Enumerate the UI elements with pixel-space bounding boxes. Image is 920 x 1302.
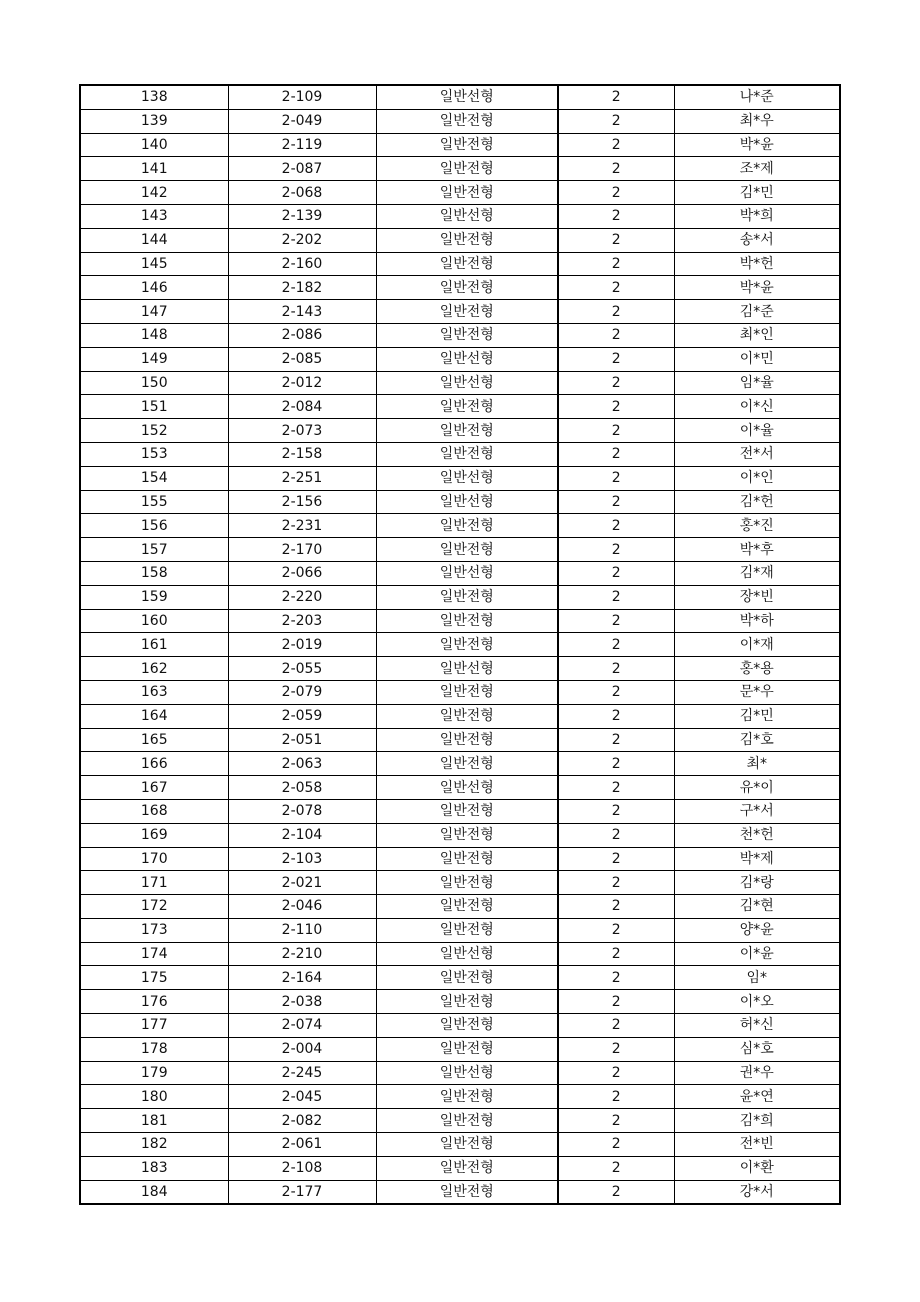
grade-cell: 2 <box>558 442 674 466</box>
grade-cell: 2 <box>558 966 674 990</box>
admission-type-cell: 일반전형 <box>376 585 558 609</box>
applicant-id-cell: 2-021 <box>228 871 376 895</box>
applicant-id-cell: 2-158 <box>228 442 376 466</box>
table-row <box>80 514 840 538</box>
row-number-cell: 166 <box>80 752 228 776</box>
table-row <box>80 1156 840 1180</box>
row-number-cell: 156 <box>80 514 228 538</box>
row-number-cell: 150 <box>80 371 228 395</box>
name-cell: 천*헌 <box>674 823 840 847</box>
row-number-cell: 180 <box>80 1085 228 1109</box>
name-cell: 박*윤 <box>674 133 840 157</box>
row-number-cell: 175 <box>80 966 228 990</box>
name-cell: 이*신 <box>674 395 840 419</box>
grade-cell: 2 <box>558 1085 674 1109</box>
applicant-id-cell: 2-170 <box>228 538 376 562</box>
row-number-cell: 184 <box>80 1180 228 1204</box>
grade-cell: 2 <box>558 680 674 704</box>
name-cell: 이*율 <box>674 419 840 443</box>
applicant-id-cell: 2-202 <box>228 228 376 252</box>
applicant-id-cell: 2-231 <box>228 514 376 538</box>
row-number-cell: 157 <box>80 538 228 562</box>
grade-cell: 2 <box>558 776 674 800</box>
admission-type-cell: 일반선형 <box>376 776 558 800</box>
grade-cell: 2 <box>558 395 674 419</box>
table-row <box>80 1014 840 1038</box>
row-number-cell: 170 <box>80 847 228 871</box>
admission-type-cell: 일반전형 <box>376 704 558 728</box>
table-row <box>80 561 840 585</box>
name-cell: 김*헌 <box>674 490 840 514</box>
admission-type-cell: 일반선형 <box>376 466 558 490</box>
applicant-id-cell: 2-086 <box>228 323 376 347</box>
admission-type-cell: 일반전형 <box>376 752 558 776</box>
admission-type-cell: 일반전형 <box>376 728 558 752</box>
name-cell: 유*이 <box>674 776 840 800</box>
admission-type-cell: 일반전형 <box>376 799 558 823</box>
table-row <box>80 918 840 942</box>
name-cell: 임*율 <box>674 371 840 395</box>
admission-type-cell: 일반선형 <box>376 85 558 109</box>
row-number-cell: 139 <box>80 109 228 133</box>
grade-cell: 2 <box>558 1109 674 1133</box>
row-number-cell: 151 <box>80 395 228 419</box>
grade-cell: 2 <box>558 228 674 252</box>
admission-type-cell: 일반전형 <box>376 252 558 276</box>
applicant-id-cell: 2-019 <box>228 633 376 657</box>
name-cell: 김*민 <box>674 704 840 728</box>
admission-type-cell: 일반전형 <box>376 966 558 990</box>
applicant-id-cell: 2-087 <box>228 157 376 181</box>
row-number-cell: 177 <box>80 1014 228 1038</box>
name-cell: 이*오 <box>674 990 840 1014</box>
row-number-cell: 141 <box>80 157 228 181</box>
admission-type-cell: 일반전형 <box>376 1085 558 1109</box>
row-number-cell: 146 <box>80 276 228 300</box>
grade-cell: 2 <box>558 1133 674 1157</box>
grade-cell: 2 <box>558 633 674 657</box>
name-cell: 조*제 <box>674 157 840 181</box>
applicant-id-cell: 2-082 <box>228 1109 376 1133</box>
applicant-id-cell: 2-160 <box>228 252 376 276</box>
table-row <box>80 680 840 704</box>
admission-type-cell: 일반전형 <box>376 990 558 1014</box>
row-number-cell: 164 <box>80 704 228 728</box>
grade-cell: 2 <box>558 704 674 728</box>
table-row <box>80 895 840 919</box>
applicant-id-cell: 2-084 <box>228 395 376 419</box>
table-row <box>80 371 840 395</box>
grade-cell: 2 <box>558 918 674 942</box>
table-row <box>80 323 840 347</box>
table-row <box>80 633 840 657</box>
grade-cell: 2 <box>558 252 674 276</box>
name-cell: 전*빈 <box>674 1133 840 1157</box>
name-cell: 강*서 <box>674 1180 840 1204</box>
table-row <box>80 300 840 324</box>
table-row <box>80 1085 840 1109</box>
row-number-cell: 143 <box>80 204 228 228</box>
admission-type-cell: 일반전형 <box>376 1180 558 1204</box>
applicant-id-cell: 2-061 <box>228 1133 376 1157</box>
table-row <box>80 204 840 228</box>
grade-cell: 2 <box>558 466 674 490</box>
applicant-id-cell: 2-085 <box>228 347 376 371</box>
applicant-id-cell: 2-156 <box>228 490 376 514</box>
grade-cell: 2 <box>558 157 674 181</box>
admission-type-cell: 일반전형 <box>376 1133 558 1157</box>
grade-cell: 2 <box>558 871 674 895</box>
name-cell: 김*준 <box>674 300 840 324</box>
applicant-id-cell: 2-251 <box>228 466 376 490</box>
grade-cell: 2 <box>558 609 674 633</box>
table-row <box>80 466 840 490</box>
name-cell: 허*신 <box>674 1014 840 1038</box>
grade-cell: 2 <box>558 847 674 871</box>
table-row <box>80 871 840 895</box>
applicant-id-cell: 2-164 <box>228 966 376 990</box>
grade-cell: 2 <box>558 300 674 324</box>
admission-type-cell: 일반전형 <box>376 633 558 657</box>
table-row <box>80 1061 840 1085</box>
admission-type-cell: 일반선형 <box>376 347 558 371</box>
name-cell: 윤*연 <box>674 1085 840 1109</box>
name-cell: 김*현 <box>674 895 840 919</box>
admission-type-cell: 일반선형 <box>376 1061 558 1085</box>
table-row <box>80 752 840 776</box>
grade-cell: 2 <box>558 1061 674 1085</box>
applicant-id-cell: 2-182 <box>228 276 376 300</box>
admission-type-cell: 일반선형 <box>376 657 558 681</box>
admission-type-cell: 일반전형 <box>376 514 558 538</box>
name-cell: 박*제 <box>674 847 840 871</box>
applicant-id-cell: 2-063 <box>228 752 376 776</box>
table-row <box>80 942 840 966</box>
row-number-cell: 160 <box>80 609 228 633</box>
applicant-id-cell: 2-038 <box>228 990 376 1014</box>
applicant-id-cell: 2-119 <box>228 133 376 157</box>
table-row <box>80 657 840 681</box>
name-cell: 박*후 <box>674 538 840 562</box>
applicant-id-cell: 2-066 <box>228 561 376 585</box>
row-number-cell: 161 <box>80 633 228 657</box>
applicant-id-cell: 2-058 <box>228 776 376 800</box>
table-row <box>80 609 840 633</box>
table-row <box>80 728 840 752</box>
applicant-id-cell: 2-051 <box>228 728 376 752</box>
admission-type-cell: 일반선형 <box>376 561 558 585</box>
table-row <box>80 776 840 800</box>
admission-type-cell: 일반전형 <box>376 228 558 252</box>
row-number-cell: 154 <box>80 466 228 490</box>
row-number-cell: 171 <box>80 871 228 895</box>
grade-cell: 2 <box>558 1156 674 1180</box>
row-number-cell: 152 <box>80 419 228 443</box>
row-number-cell: 147 <box>80 300 228 324</box>
grade-cell: 2 <box>558 585 674 609</box>
grade-cell: 2 <box>558 85 674 109</box>
name-cell: 김*재 <box>674 561 840 585</box>
grade-cell: 2 <box>558 514 674 538</box>
applicant-id-cell: 2-012 <box>228 371 376 395</box>
row-number-cell: 140 <box>80 133 228 157</box>
table-row <box>80 395 840 419</box>
admission-type-cell: 일반전형 <box>376 609 558 633</box>
row-number-cell: 165 <box>80 728 228 752</box>
table-row <box>80 1109 840 1133</box>
row-number-cell: 172 <box>80 895 228 919</box>
applicant-id-cell: 2-078 <box>228 799 376 823</box>
admission-type-cell: 일반전형 <box>376 323 558 347</box>
grade-cell: 2 <box>558 371 674 395</box>
table-row <box>80 490 840 514</box>
table-row <box>80 538 840 562</box>
name-cell: 박*희 <box>674 204 840 228</box>
applicant-id-cell: 2-073 <box>228 419 376 443</box>
row-number-cell: 179 <box>80 1061 228 1085</box>
row-number-cell: 183 <box>80 1156 228 1180</box>
grade-cell: 2 <box>558 490 674 514</box>
row-number-cell: 176 <box>80 990 228 1014</box>
table-row <box>80 823 840 847</box>
table-row <box>80 133 840 157</box>
row-number-cell: 178 <box>80 1037 228 1061</box>
name-cell: 김*민 <box>674 181 840 205</box>
admission-type-cell: 일반전형 <box>376 133 558 157</box>
row-number-cell: 144 <box>80 228 228 252</box>
row-number-cell: 181 <box>80 1109 228 1133</box>
applicant-id-cell: 2-108 <box>228 1156 376 1180</box>
name-cell: 문*우 <box>674 680 840 704</box>
name-cell: 이*인 <box>674 466 840 490</box>
name-cell: 김*랑 <box>674 871 840 895</box>
grade-cell: 2 <box>558 1014 674 1038</box>
admission-type-cell: 일반선형 <box>376 490 558 514</box>
grade-cell: 2 <box>558 895 674 919</box>
row-number-cell: 158 <box>80 561 228 585</box>
table-row <box>80 181 840 205</box>
grade-cell: 2 <box>558 752 674 776</box>
table-row <box>80 585 840 609</box>
grade-cell: 2 <box>558 728 674 752</box>
row-number-cell: 153 <box>80 442 228 466</box>
applicant-id-cell: 2-079 <box>228 680 376 704</box>
grade-cell: 2 <box>558 204 674 228</box>
name-cell: 심*호 <box>674 1037 840 1061</box>
results-table <box>79 84 841 1205</box>
admission-type-cell: 일반전형 <box>376 442 558 466</box>
grade-cell: 2 <box>558 1037 674 1061</box>
name-cell: 김*호 <box>674 728 840 752</box>
admission-type-cell: 일반전형 <box>376 823 558 847</box>
table-row <box>80 228 840 252</box>
table-row <box>80 1037 840 1061</box>
row-number-cell: 162 <box>80 657 228 681</box>
applicant-id-cell: 2-059 <box>228 704 376 728</box>
applicant-id-cell: 2-139 <box>228 204 376 228</box>
admission-type-cell: 일반전형 <box>376 1109 558 1133</box>
applicant-id-cell: 2-055 <box>228 657 376 681</box>
row-number-cell: 167 <box>80 776 228 800</box>
name-cell: 장*빈 <box>674 585 840 609</box>
name-cell: 박*헌 <box>674 252 840 276</box>
table-row <box>80 157 840 181</box>
table-row <box>80 799 840 823</box>
name-cell: 김*희 <box>674 1109 840 1133</box>
applicant-id-cell: 2-203 <box>228 609 376 633</box>
grade-cell: 2 <box>558 181 674 205</box>
name-cell: 최*인 <box>674 323 840 347</box>
admission-type-cell: 일반전형 <box>376 918 558 942</box>
grade-cell: 2 <box>558 347 674 371</box>
applicant-id-cell: 2-046 <box>228 895 376 919</box>
admission-type-cell: 일반선형 <box>376 942 558 966</box>
grade-cell: 2 <box>558 799 674 823</box>
admission-type-cell: 일반전형 <box>376 181 558 205</box>
applicant-id-cell: 2-004 <box>228 1037 376 1061</box>
table-row <box>80 347 840 371</box>
row-number-cell: 148 <box>80 323 228 347</box>
table-row <box>80 1180 840 1204</box>
applicant-id-cell: 2-110 <box>228 918 376 942</box>
row-number-cell: 163 <box>80 680 228 704</box>
table-row <box>80 966 840 990</box>
name-cell: 권*우 <box>674 1061 840 1085</box>
row-number-cell: 145 <box>80 252 228 276</box>
applicant-id-cell: 2-245 <box>228 1061 376 1085</box>
name-cell: 최* <box>674 752 840 776</box>
grade-cell: 2 <box>558 133 674 157</box>
grade-cell: 2 <box>558 561 674 585</box>
row-number-cell: 168 <box>80 799 228 823</box>
grade-cell: 2 <box>558 942 674 966</box>
name-cell: 나*준 <box>674 85 840 109</box>
name-cell: 이*환 <box>674 1156 840 1180</box>
admission-type-cell: 일반전형 <box>376 538 558 562</box>
admission-type-cell: 일반선형 <box>376 371 558 395</box>
name-cell: 임* <box>674 966 840 990</box>
admission-type-cell: 일반전형 <box>376 895 558 919</box>
name-cell: 홍*용 <box>674 657 840 681</box>
applicant-id-cell: 2-103 <box>228 847 376 871</box>
applicant-id-cell: 2-074 <box>228 1014 376 1038</box>
grade-cell: 2 <box>558 419 674 443</box>
admission-type-cell: 일반전형 <box>376 395 558 419</box>
name-cell: 송*서 <box>674 228 840 252</box>
grade-cell: 2 <box>558 323 674 347</box>
admission-type-cell: 일반전형 <box>376 1014 558 1038</box>
applicant-id-cell: 2-177 <box>228 1180 376 1204</box>
name-cell: 이*재 <box>674 633 840 657</box>
name-cell: 최*우 <box>674 109 840 133</box>
grade-cell: 2 <box>558 823 674 847</box>
admission-type-cell: 일반전형 <box>376 276 558 300</box>
name-cell: 구*서 <box>674 799 840 823</box>
admission-type-cell: 일반전형 <box>376 419 558 443</box>
row-number-cell: 173 <box>80 918 228 942</box>
applicant-id-cell: 2-068 <box>228 181 376 205</box>
name-cell: 박*윤 <box>674 276 840 300</box>
row-number-cell: 149 <box>80 347 228 371</box>
admission-type-cell: 일반전형 <box>376 680 558 704</box>
table-row <box>80 442 840 466</box>
name-cell: 이*윤 <box>674 942 840 966</box>
grade-cell: 2 <box>558 657 674 681</box>
row-number-cell: 174 <box>80 942 228 966</box>
applicant-id-cell: 2-104 <box>228 823 376 847</box>
admission-type-cell: 일반전형 <box>376 109 558 133</box>
name-cell: 이*민 <box>674 347 840 371</box>
admission-type-cell: 일반선형 <box>376 204 558 228</box>
grade-cell: 2 <box>558 538 674 562</box>
table-row <box>80 704 840 728</box>
row-number-cell: 169 <box>80 823 228 847</box>
applicant-id-cell: 2-049 <box>228 109 376 133</box>
name-cell: 홍*진 <box>674 514 840 538</box>
name-cell: 박*하 <box>674 609 840 633</box>
table-row <box>80 847 840 871</box>
applicant-id-cell: 2-220 <box>228 585 376 609</box>
applicant-id-cell: 2-109 <box>228 85 376 109</box>
name-cell: 양*윤 <box>674 918 840 942</box>
admission-type-cell: 일반전형 <box>376 847 558 871</box>
row-number-cell: 159 <box>80 585 228 609</box>
table-row <box>80 85 840 109</box>
table-row <box>80 252 840 276</box>
row-number-cell: 182 <box>80 1133 228 1157</box>
applicant-id-cell: 2-045 <box>228 1085 376 1109</box>
grade-cell: 2 <box>558 1180 674 1204</box>
admission-type-cell: 일반전형 <box>376 1156 558 1180</box>
table-row <box>80 419 840 443</box>
table-row <box>80 276 840 300</box>
admission-type-cell: 일반전형 <box>376 157 558 181</box>
grade-cell: 2 <box>558 109 674 133</box>
results-table-body <box>80 85 840 1204</box>
table-row <box>80 990 840 1014</box>
admission-type-cell: 일반전형 <box>376 300 558 324</box>
table-row <box>80 109 840 133</box>
row-number-cell: 138 <box>80 85 228 109</box>
applicant-id-cell: 2-210 <box>228 942 376 966</box>
name-cell: 전*서 <box>674 442 840 466</box>
admission-type-cell: 일반전형 <box>376 871 558 895</box>
table-row <box>80 1133 840 1157</box>
admission-type-cell: 일반전형 <box>376 1037 558 1061</box>
row-number-cell: 142 <box>80 181 228 205</box>
row-number-cell: 155 <box>80 490 228 514</box>
applicant-id-cell: 2-143 <box>228 300 376 324</box>
grade-cell: 2 <box>558 276 674 300</box>
grade-cell: 2 <box>558 990 674 1014</box>
